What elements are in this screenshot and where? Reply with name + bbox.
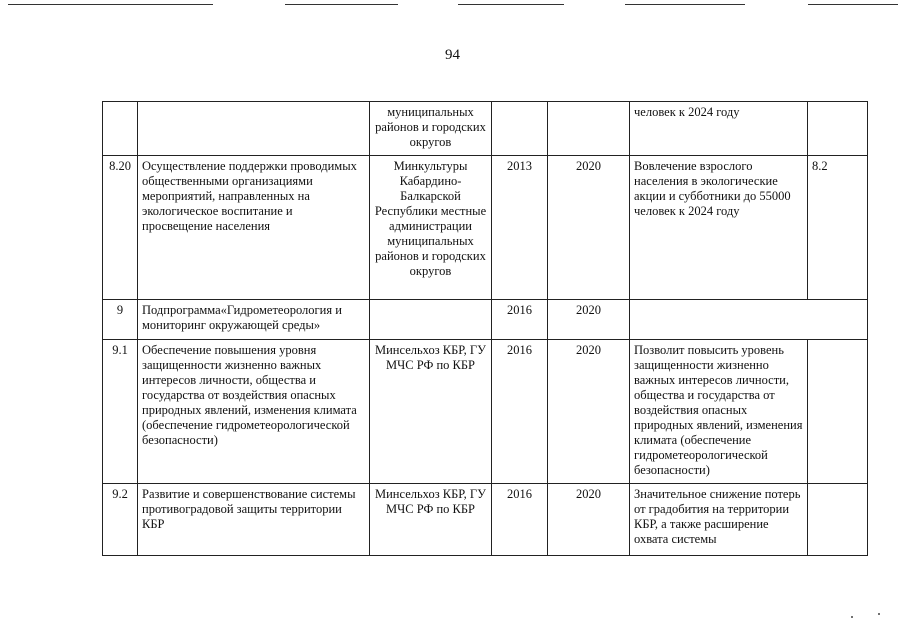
program-activities-table [102,101,868,556]
table-row [103,484,868,556]
cell-start-year: 2016 [492,484,548,556]
table-row [103,300,868,340]
cell-activity: Осуществление поддержки проводимых общественными организациями мероприятий, направленных на экологическое воспитание и просвещение населения [138,156,370,300]
top-rule-5 [808,4,898,5]
cell-start-year: 2016 [492,300,548,340]
cell-end-year: 2020 [548,300,630,340]
cell-num: 9.1 [103,340,138,484]
cell-executor: Минсельхоз КБР, ГУ МЧС РФ по КБР [370,484,492,556]
cell-result: человек к 2024 году [630,102,808,156]
cell-result: Позволит повысить уровень защищенности жизненно важных интересов личности, общества и государства от воздействия опасных природных явлений, изменения климата (обеспечение гидрометеорологической безопасности) [630,340,808,484]
cell-activity: Обеспечение повышения уровня защищенности жизненно важных интересов личности, общества и государства от воздействия опасных природных явлений, изменения климата (обеспечение гидрометеорологической безопасности) [138,340,370,484]
cell-start-year: 2016 [492,340,548,484]
cell-indicator: 8.2 [808,156,868,300]
cell-start-year [492,102,548,156]
cell-result [630,300,868,340]
cell-num: 9.2 [103,484,138,556]
scan-speck [878,613,880,615]
top-rule-4 [625,4,745,5]
top-rule-1 [8,4,213,5]
cell-num: 9 [103,300,138,340]
cell-end-year: 2020 [548,340,630,484]
cell-end-year: 2020 [548,156,630,300]
scan-speck [851,616,853,618]
table-row [103,340,868,484]
cell-activity: Подпрограмма«Гидрометеорология и мониторинг окружающей среды» [138,300,370,340]
table-row [103,102,868,156]
top-rule-2 [285,4,398,5]
cell-result: Значительное снижение потерь от градобития на территории КБР, а также расширение охвата системы [630,484,808,556]
cell-num: 8.20 [103,156,138,300]
cell-end-year: 2020 [548,484,630,556]
cell-activity: Развитие и совершенствование системы противоградовой защиты территории КБР [138,484,370,556]
cell-indicator [808,484,868,556]
cell-end-year [548,102,630,156]
cell-executor [370,300,492,340]
page-number: 94 [445,47,460,63]
top-rule-3 [458,4,564,5]
cell-start-year: 2013 [492,156,548,300]
cell-indicator [808,340,868,484]
cell-executor: муниципальных районов и городских округов [370,102,492,156]
cell-result: Вовлечение взрослого населения в экологические акции и субботники до 55000 человек к 2024 году [630,156,808,300]
cell-activity [138,102,370,156]
cell-executor: Минсельхоз КБР, ГУ МЧС РФ по КБР [370,340,492,484]
cell-executor: Минкультуры Кабардино-Балкарской Республики местные администрации муниципальных районов и городских округов [370,156,492,300]
table-row [103,156,868,300]
cell-indicator [808,102,868,156]
cell-num [103,102,138,156]
